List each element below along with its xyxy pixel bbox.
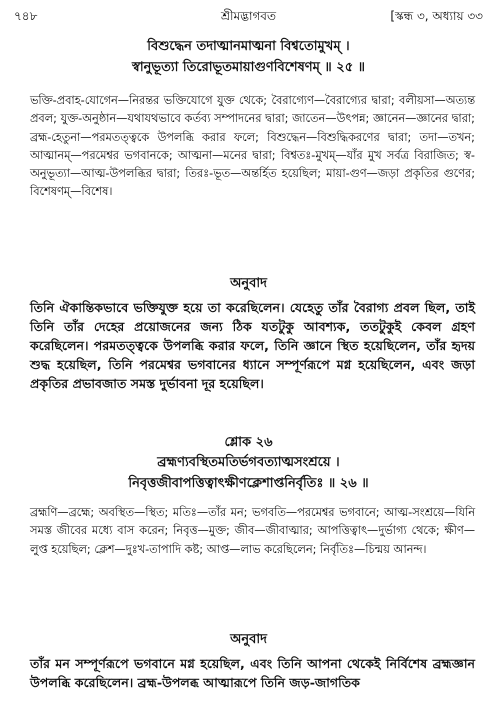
book-title: শ্রীমদ্ভাগবত [220, 9, 276, 23]
verse-25 [0, 36, 497, 78]
translation-heading-25: অনুবাদ [230, 276, 267, 291]
translation-26: তাঁর মন সম্পূর্ণরূপে ভগবানে মগ্ন হয়েছিল, এবং তিনি আপনা থেকেই নির্বিশেষ ব্রহ্মজ্ঞান উপলব্ধি করেছিলেন। ব্রহ্ম-উপলব্ধ আত্মারূপে তিনি জড়-জাগতিক [30, 656, 475, 690]
synonyms-25: ভক্তি-প্রবাহ-যোগেন—নিরন্তর ভক্তিযোগে যুক্ত থেকে; বৈরাগ্যেণ—বৈরাগ্যের দ্বারা; বলীয়সা—অত্যন্ত প্রবল; যুক্ত-অনুষ্ঠান—যথাযথভাবে কর্তব্য সম্পাদনের দ্বারা; জাতেন—উৎপন্ন; জ্ঞানেন—জ্ঞানের দ্বারা; ব্রহ্ম-হেতুনা—পরমতত্ত্বকে উপলব্ধি করার ফলে; বিশুদ্ধেন—বিশুদ্ধিকরণের দ্বারা; তদা—তখন; আত্মানম্‌—পরমেশ্বর ভগবানকে; আত্মনা—মনের দ্বারা; বিশ্বতঃ-মুখম্‌—যাঁর মুখ সর্বত্র বিরাজিত; স্ব-অনুভূত্যা—আত্ম-উপলব্ধির দ্বারা; তিরঃ-ভূত—অন্তর্হিত হয়েছিল; মায়া-গুণ—জড়া প্রকৃতির গুণের; বিশেষণম্‌—বিশেষ। [30, 94, 475, 199]
page-number: ৭৪৮ [14, 9, 38, 23]
page-header [14, 8, 483, 26]
translation-25: তিনি ঐকান্তিকভাবে ভক্তিযুক্ত হয়ে তা করেছিলেন। যেহেতু তাঁর বৈরাগ্য প্রবল ছিল, তাই তিনি তাঁর দেহের প্রয়োজনের জন্য ঠিক যতটুকু আবশ্যক, ততটুকুই কেবল গ্রহণ করেছিলেন। পরমতত্ত্বকে উপলব্ধি করার ফলে, তিনি জ্ঞানে স্থিত হয়েছিলেন, তাঁর হৃদয় শুদ্ধ হয়েছিল, তিনি পরমেশ্বর ভগবানের ধ্যানে সম্পূর্ণরূপে মগ্ন হয়েছিলেন, এবং জড়া প্রকৃতির প্রভাবজাত সমস্ত দুর্ভাবনা দূর হয়েছিল। [30, 300, 475, 391]
verse-25-line-2: স্বানুভূত্যা তিরোভূতমায়াগুণবিশেষণম্‌ ॥ ২৫ ॥ [131, 60, 366, 75]
verse-26-line-1: ব্রহ্মণ্যবস্থিতমতির্ভগবত্যাত্মসংশ্রয়ে । [157, 455, 340, 470]
verse-26-label: শ্লোক ২৬ [224, 435, 273, 450]
verse-26-line-2: নিবৃত্তজীবাপত্তিত্বাৎক্ষীণক্লেশাপ্তনির্বৃতিঃ ॥ ২৬ ॥ [128, 476, 369, 491]
verse-26 [0, 452, 497, 494]
chapter-reference: [স্কন্ধ ৩, অধ্যায় ৩৩ [390, 9, 483, 23]
verse-25-line-1: বিশুদ্ধেন তদাত্মানমাত্মনা বিশ্বতোমুখম্‌ । [147, 39, 350, 54]
translation-heading-26: অনুবাদ [230, 632, 267, 647]
synonyms-26: ব্রহ্মণি—ব্রহ্মে; অবস্থিত—স্থিত; মতিঃ—তাঁর মন; ভগবতি—পরমেশ্বর ভগবানে; আত্ম-সংশ্রয়ে—যিনি সমস্ত জীবের মধ্যে বাস করেন; নিবৃত্ত—মুক্ত; জীব—জীবাত্মার; আপত্তিত্বাৎ—দুর্ভাগ্য থেকে; ক্ষীণ—লুপ্ত হয়েছিল; ক্লেশ—দুঃখ-তাপাদি কষ্ট; আপ্ত—লাভ করেছিলেন; নির্বৃতিঃ—চিন্ময় আনন্দ। [30, 506, 475, 556]
